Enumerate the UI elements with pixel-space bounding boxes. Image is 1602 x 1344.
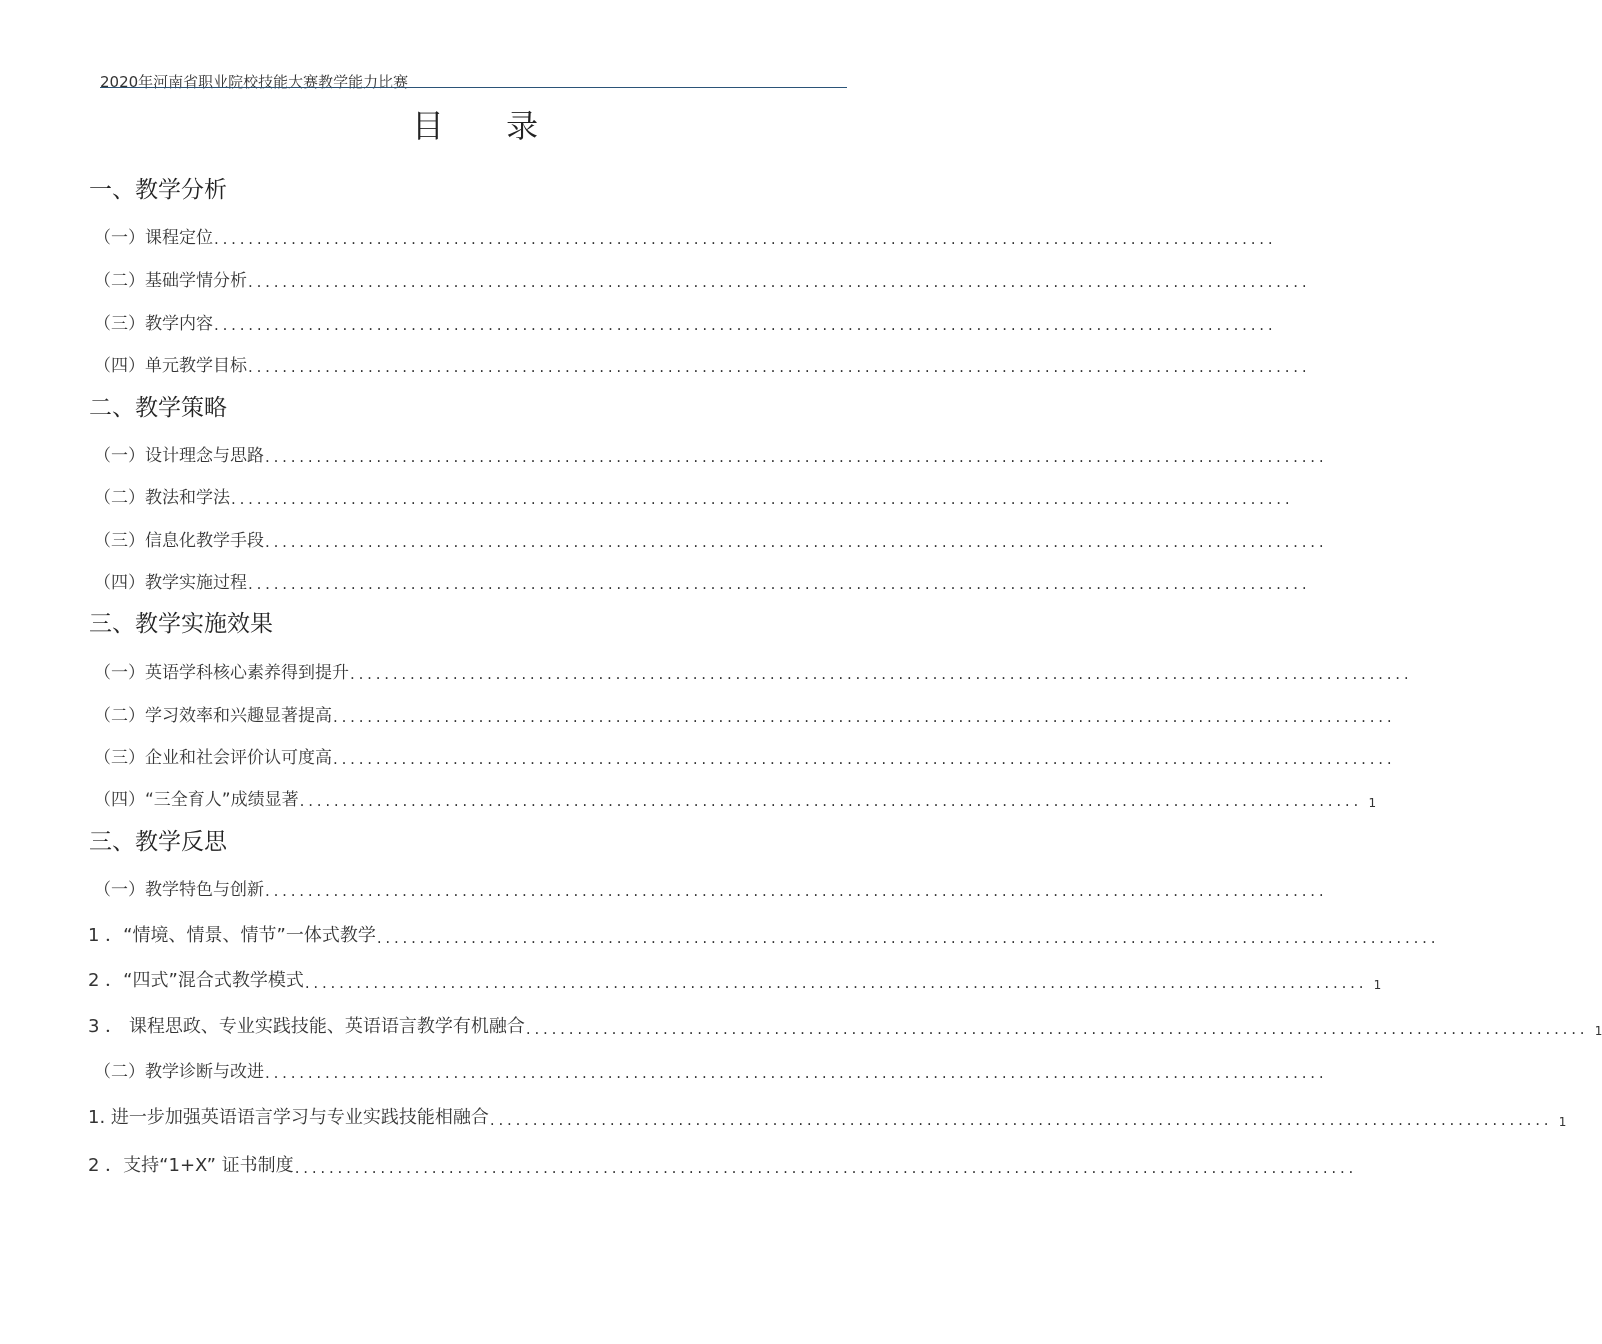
toc-entry-label: 1 ．“情境、情景、情节”一体式教学 [88,925,376,946]
dot-leader: ............................................................................................................................ [265,1064,1328,1082]
dot-leader: ............................................................................................................................ [231,490,1294,508]
toc-entry[interactable] [94,659,1413,683]
toc-entry[interactable] [88,1105,1567,1129]
toc-entry[interactable] [88,968,1382,992]
toc-entry[interactable] [88,1153,1358,1177]
dot-leader: ............................................................................................................................ [376,929,1440,947]
toc-entry[interactable] [88,923,1440,947]
toc-entry-label: 2 ．支持“1+X” 证书制度 [88,1155,294,1176]
toc-entry-label: 1. 进一步加强英语语言学习与专业实践技能相融合 [88,1107,489,1128]
dot-leader: ............................................................................................................................ [248,273,1311,291]
toc-entry[interactable] [94,484,1294,508]
dot-leader: ............................................................................................................................ [265,882,1328,900]
toc-entry-label: （一）设计理念与思路 [94,446,264,466]
dot-leader: ............................................................................................................................ [214,316,1277,334]
toc-entry-label: （一）课程定位 [94,228,213,248]
toc-page-number: 1 [1368,796,1377,810]
dot-leader: ............................................................................................................................ [333,750,1396,768]
toc-entry-label: （三）企业和社会评价认可度高 [94,748,332,768]
toc-entry-label: （二）学习效率和兴趣显著提高 [94,706,332,726]
toc-entry[interactable] [94,786,1377,810]
toc-section-heading: 一、教学分析 [89,177,227,203]
toc-entry[interactable] [94,527,1328,551]
dot-leader: ............................................................................................................................ [299,792,1363,810]
dot-leader: ............................................................................................................................ [489,1111,1553,1129]
toc-entry-label: （三）信息化教学手段 [94,531,264,551]
toc-entry-label: （二）教学诊断与改进 [94,1062,264,1082]
dot-leader: ............................................................................................................................ [525,1020,1589,1038]
toc-entry[interactable] [94,1058,1328,1082]
toc-entry[interactable] [94,267,1311,291]
toc-page-number: 1 [1373,978,1382,992]
dot-leader: ............................................................................................................................ [214,230,1277,248]
toc-section-heading: 二、教学策略 [89,395,227,421]
toc-entry[interactable] [94,310,1277,334]
toc-entry[interactable] [94,744,1396,768]
header-rule [100,87,847,88]
toc-entry[interactable] [94,352,1311,376]
toc-entry-label: （三）教学内容 [94,314,213,334]
dot-leader: ............................................................................................................................ [333,708,1396,726]
toc-entry[interactable] [94,876,1328,900]
toc-section-heading: 三、教学反思 [89,829,227,855]
toc-title: 目 录 [411,107,565,145]
toc-entry-label: （二）基础学情分析 [94,271,247,291]
toc-page-number: 1 [1594,1024,1602,1038]
toc-entry-label: （四）“三全育人”成绩显著 [94,790,299,810]
toc-entry[interactable] [94,702,1396,726]
dot-leader: ............................................................................................................................ [304,974,1368,992]
toc-entry[interactable] [94,224,1277,248]
toc-entry-label: 2 ．“四式”混合式教学模式 [88,970,304,991]
toc-entry[interactable] [94,569,1311,593]
toc-entry[interactable] [88,1014,1602,1038]
dot-leader: ............................................................................................................................ [248,575,1311,593]
toc-entry[interactable] [94,442,1328,466]
toc-entry-label: （四）单元教学目标 [94,356,247,376]
dot-leader: ............................................................................................................................ [294,1159,1358,1177]
dot-leader: ............................................................................................................................ [350,665,1413,683]
toc-section-heading: 三、教学实施效果 [89,611,273,637]
toc-entry-label: 3 ． 课程思政、专业实践技能、英语语言教学有机融合 [88,1016,525,1037]
toc-entry-label: （二）教法和学法 [94,488,230,508]
toc-entry-label: （四）教学实施过程 [94,573,247,593]
page-header: 2020年河南省职业院校技能大赛教学能力比赛 [100,73,409,91]
toc-entry-label: （一）教学特色与创新 [94,880,264,900]
toc-page-number: 1 [1558,1115,1567,1129]
toc-entry-label: （一）英语学科核心素养得到提升 [94,663,349,683]
dot-leader: ............................................................................................................................ [265,448,1328,466]
dot-leader: ............................................................................................................................ [248,358,1311,376]
dot-leader: ............................................................................................................................ [265,533,1328,551]
